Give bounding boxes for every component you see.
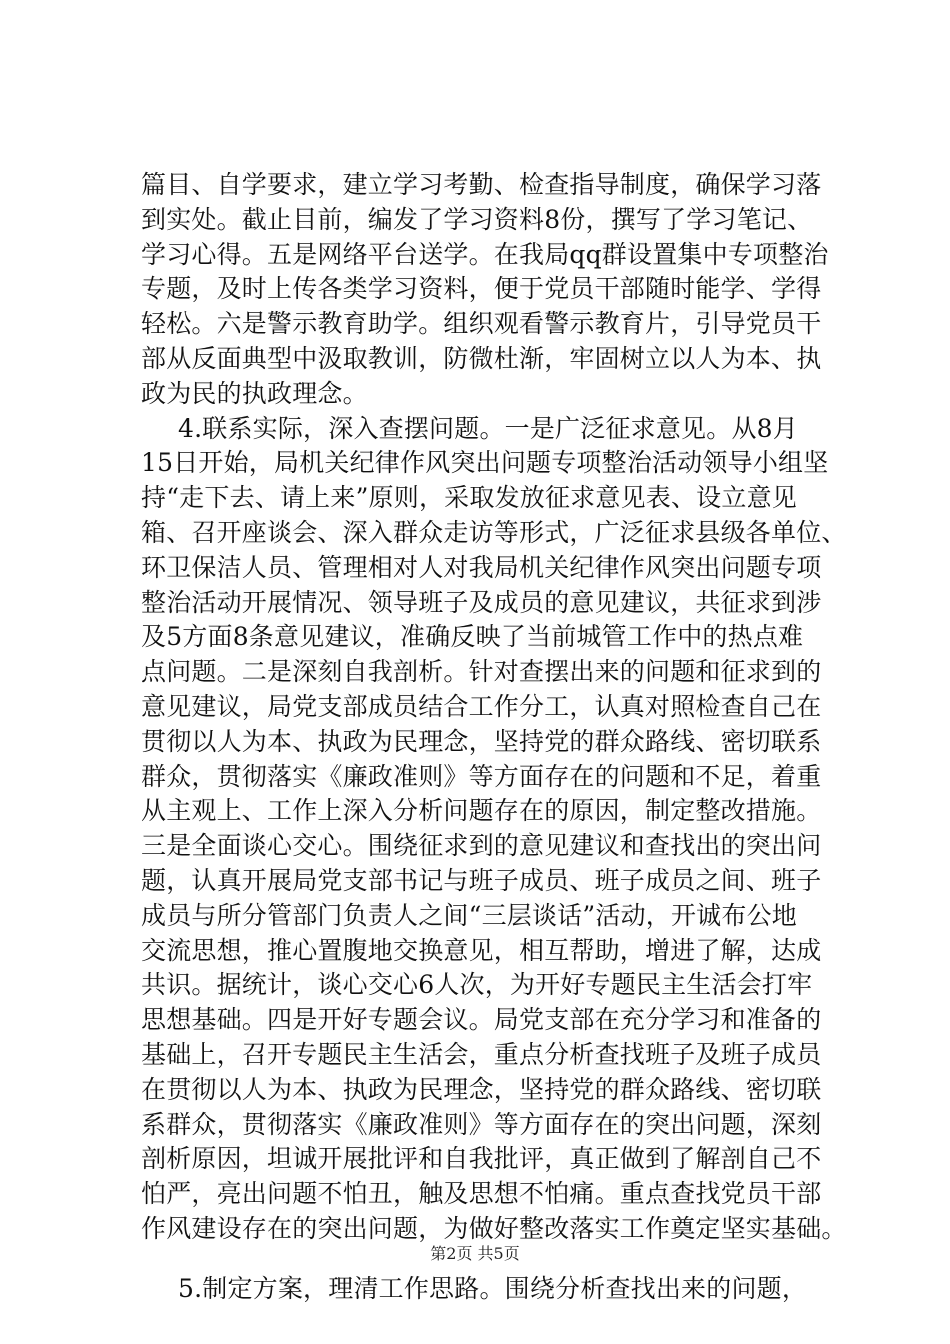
- text-line: 怕严，亮出问题不怕丑，触及思想不怕痛。重点查找党员干部: [141, 1179, 822, 1209]
- text-line: 轻松。六是警示教育助学。组织观看警示教育片，引导党员干: [141, 309, 822, 339]
- text-line: 专题，及时上传各类学习资料，便于党员干部随时能学、学得: [141, 274, 822, 304]
- text-line: 部从反面典型中汲取教训，防微杜渐，牢固树立以人为本、执: [141, 344, 822, 373]
- text-line: 群众，贯彻落实《廉政准则》等方面存在的问题和不足，着重: [141, 761, 822, 791]
- text-line: 持“走下去、请上来”原则，采取发放征求意见表、设立意见: [141, 483, 797, 513]
- text-line: 及5方面8条意见建议，准确反映了当前城管工作中的热点难: [141, 622, 804, 652]
- text-line: 学习心得。五是网络平台送学。在我局qq群设置集中专项整治: [141, 239, 829, 269]
- text-line: 题，认真开展局党支部书记与班子成员、班子成员之间、班子: [141, 866, 822, 895]
- text-line: 交流思想，推心置腹地交换意见，相互帮助，增进了解，达成: [141, 935, 822, 965]
- text-line: 从主观上、工作上深入分析问题存在的原因，制定整改措施。: [141, 796, 822, 826]
- text-line: 15日开始，局机关纪律作风突出问题专项整治活动领导小组坚: [141, 448, 829, 478]
- text-line: 到实处。截止目前，编发了学习资料8份，撰写了学习笔记、: [141, 204, 813, 234]
- text-line: 贯彻以人为本、执政为民理念，坚持党的群众路线、密切联系: [141, 726, 822, 756]
- text-line: 思想基础。四是开好专题会议。局党支部在充分学习和准备的: [141, 1005, 822, 1035]
- text-line: 箱、召开座谈会、深入群众走访等形式，广泛征求县级各单位、: [141, 518, 847, 547]
- text-line: 5.制定方案，理清工作思路。围绕分析查找出来的问题，: [178, 1273, 808, 1303]
- text-line: 剖析原因，坦诚开展批评和自我批评，真正做到了解剖自己不: [141, 1144, 822, 1174]
- text-line: 政为民的执政理念。: [141, 378, 368, 408]
- text-line: 篇目、自学要求，建立学习考勤、检查指导制度，确保学习落: [141, 170, 822, 199]
- page-footer: 第2页 共5页: [430, 1244, 520, 1263]
- text-line: 三是全面谈心交心。围绕征求到的意见建议和查找出的突出问: [141, 831, 822, 861]
- text-line: 点问题。二是深刻自我剖析。针对查摆出来的问题和征求到的: [141, 657, 822, 687]
- text-line: 共识。据统计，谈心交心6人次，为开好专题民主生活会打牢: [141, 970, 813, 1000]
- text-line: 基础上，召开专题民主生活会，重点分析查找班子及班子成员: [141, 1040, 822, 1069]
- text-line: 意见建议，局党支部成员结合工作分工，认真对照检查自己在: [141, 692, 822, 721]
- text-line: 整治活动开展情况、领导班子及成员的意见建议，共征求到涉: [141, 587, 822, 617]
- text-line: 系群众，贯彻落实《廉政准则》等方面存在的突出问题，深刻: [141, 1109, 822, 1139]
- text-line: 作风建设存在的突出问题，为做好整改落实工作奠定坚实基础。: [141, 1214, 847, 1243]
- text-line: 环卫保洁人员、管理相对人对我局机关纪律作风突出问题专项: [141, 552, 822, 582]
- text-line: 4.联系实际，深入查摆问题。一是广泛征求意见。从8月: [178, 413, 798, 443]
- text-line: 成员与所分管部门负责人之间“三层谈话”活动，开诚布公地: [141, 900, 797, 930]
- text-line: 在贯彻以人为本、执政为民理念，坚持党的群众路线、密切联: [141, 1074, 822, 1104]
